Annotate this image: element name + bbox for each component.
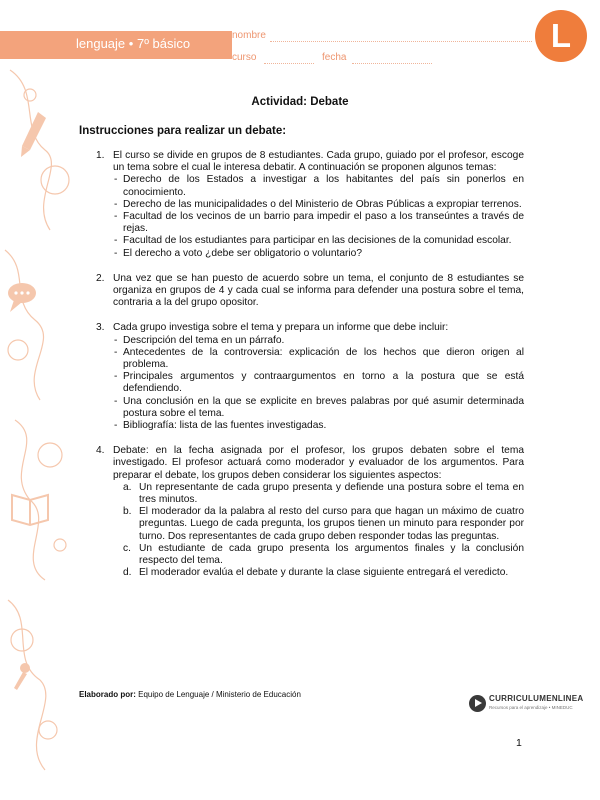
credit-label: Elaborado por:	[79, 690, 136, 699]
list-item: - Facultad de los vecinos de un barrio para impedir el paso a los transeúntes a través de rejas.	[113, 211, 524, 235]
list-item: c. Un estudiante de cada grupo presenta los argumentos finales y la conclusión respecto del tema.	[123, 542, 524, 567]
date-field[interactable]	[352, 63, 432, 64]
footer-credit	[79, 690, 301, 699]
course-field[interactable]	[264, 63, 314, 64]
book-icon	[12, 495, 48, 525]
list-item: - El derecho a voto ¿debe ser obligatorio o voluntario?	[113, 248, 524, 260]
instruction-text: El curso se divide en grupos de 8 estudiantes. Cada grupo, guiado por el profesor, escoge un tema sobre el cual le interesa debatir. A continuación se proponen algunos temas:	[113, 150, 524, 174]
credit-text: Equipo de Lenguaje / Ministerio de Educación	[138, 690, 301, 699]
list-item: a. Un representante de cada grupo presenta y defiende una postura sobre el tema en tres minutos.	[123, 481, 524, 506]
microphone-icon	[14, 663, 30, 690]
instruction-item-1: 1. El curso se divide en grupos de 8 estudiantes. Cada grupo, guiado por el profesor, escoge un tema sobre el cual le interesa debatir. A continuación se proponen algunos temas: - Derecho de los Estados a investigar a los habitantes del país sin ponerlos en conocimiento. - Derecho de las municipalidades o del Ministerio de Obras Públicas a expropiar terrenos. - Facultad de los vecinos de un barrio para impedir el paso a los transeúntes a través de rejas. - Facultad de los estudiantes para participar en las decisiones de la comunidad escolar. - El derecho a voto ¿debe ser obligatorio o voluntario?	[96, 150, 524, 260]
instruction-item-3: 3. Cada grupo investiga sobre el tema y prepara un informe que debe incluir: - Descripción del tema en un párrafo. - Antecedentes de la controversia: explicación de los hechos que dieron origen al problema. - Principales argumentos y contraargumentos en torno a la postura que se está defendiendo. - Una conclusión en la que se explicite en breves palabras por qué asumir determinada postura sobre el tema. - Bibliografía: lista de las fuentes investigadas.	[96, 322, 524, 432]
name-field[interactable]	[270, 41, 532, 42]
list-item: - Descripción del tema en un párrafo.	[113, 335, 524, 347]
brand-name: CURRICULUMENLINEA	[489, 694, 584, 703]
list-item: - Facultad de los estudiantes para participar en las decisiones de la comunidad escolar.	[113, 235, 524, 247]
list-item: - Derecho de los Estados a investigar a los habitantes del país sin ponerlos en conocimiento.	[113, 174, 524, 198]
subject-grade-label	[76, 36, 190, 51]
instruction-item-4: 4. Debate: en la fecha asignada por el profesor, los grupos debaten sobre el tema investigado. El profesor actuará como moderador y evaluador de los argumentos. Para preparar el debate, los grupos deben considerar los siguientes aspectos: a. Un representante de cada grupo presenta y defiende una postura sobre el tema en tres minutos. b. El moderador da la palabra al resto del curso para que hagan un máximo de cuatro preguntas. Luego de cada pregunta, los grupos tienen un minuto para responder por turno. Dos representantes de cada grupo deben responder todas las preguntas. c. Un estudiante de cada grupo presenta los argumentos finales y la conclusión respecto del tema. d. El moderador evalúa el debate y durante la clase siguiente entregará el veredicto.	[96, 445, 524, 579]
subject-label: lenguaje	[76, 36, 126, 51]
date-label: fecha	[322, 52, 347, 63]
list-item: b. El moderador da la palabra al resto del curso para que hagan un máximo de cuatro preguntas. Luego de cada pregunta, los grupos tienen un minuto para responder por turno. Dos representantes de cada grupo deben responder todas las preguntas.	[123, 506, 524, 542]
instruction-text: Debate: en la fecha asignada por el profesor, los grupos debaten sobre el tema investigado. El profesor actuará como moderador y evaluador de los argumentos. Para preparar el debate, los grupos deben considerar los siguientes aspectos:	[113, 445, 524, 481]
instruction-item-2: 2. Una vez que se han puesto de acuerdo sobre un tema, el conjunto de 8 estudiantes se organiza en grupos de 4 y cada cual se informa para defender una postura sobre el tema, contraria a la del grupo opositor.	[96, 272, 524, 309]
instructions-heading: Instrucciones para realizar un debate:	[79, 125, 287, 137]
name-label: nombre	[232, 30, 266, 41]
page-number: 1	[516, 737, 522, 749]
play-icon	[469, 695, 486, 712]
speech-bubble-icon	[8, 283, 36, 312]
list-item: - Derecho de las municipalidades o del Ministerio de Obras Públicas a expropiar terrenos.	[113, 199, 524, 211]
course-label: curso	[232, 52, 257, 63]
curriculum-en-linea-logo	[469, 693, 589, 717]
instruction-text: Cada grupo investiga sobre el tema y prepara un informe que debe incluir:	[113, 322, 449, 334]
grade-label: 7º básico	[136, 36, 191, 51]
separator: •	[128, 36, 134, 51]
decorative-border	[0, 0, 75, 800]
list-item: - Una conclusión en la que se explicite en breves palabras por qué asumir determinada postura sobre el tema.	[113, 396, 524, 420]
lenguaje-logo: L	[535, 10, 587, 62]
pencil-icon	[21, 112, 46, 157]
list-item: - Bibliografía: lista de las fuentes investigadas.	[113, 420, 524, 432]
document-title: Actividad: Debate	[251, 96, 349, 108]
student-fields	[232, 24, 532, 64]
instructions-list	[96, 150, 524, 580]
brand-subtitle: Recursos para el aprendizaje • MINEDUC	[489, 705, 573, 710]
list-item: - Antecedentes de la controversia: explicación de los hechos que dieron origen al problema.	[113, 347, 524, 371]
list-item: d. El moderador evalúa el debate y durante la clase siguiente entregará el veredicto.	[123, 567, 509, 579]
instruction-text: Una vez que se han puesto de acuerdo sobre un tema, el conjunto de 8 estudiantes se organiza en grupos de 4 y cada cual se informa para defender una postura sobre el tema, contraria a la del grupo opositor.	[113, 272, 524, 309]
list-item: - Principales argumentos y contraargumentos en torno a la postura que se está defendiendo.	[113, 371, 524, 395]
